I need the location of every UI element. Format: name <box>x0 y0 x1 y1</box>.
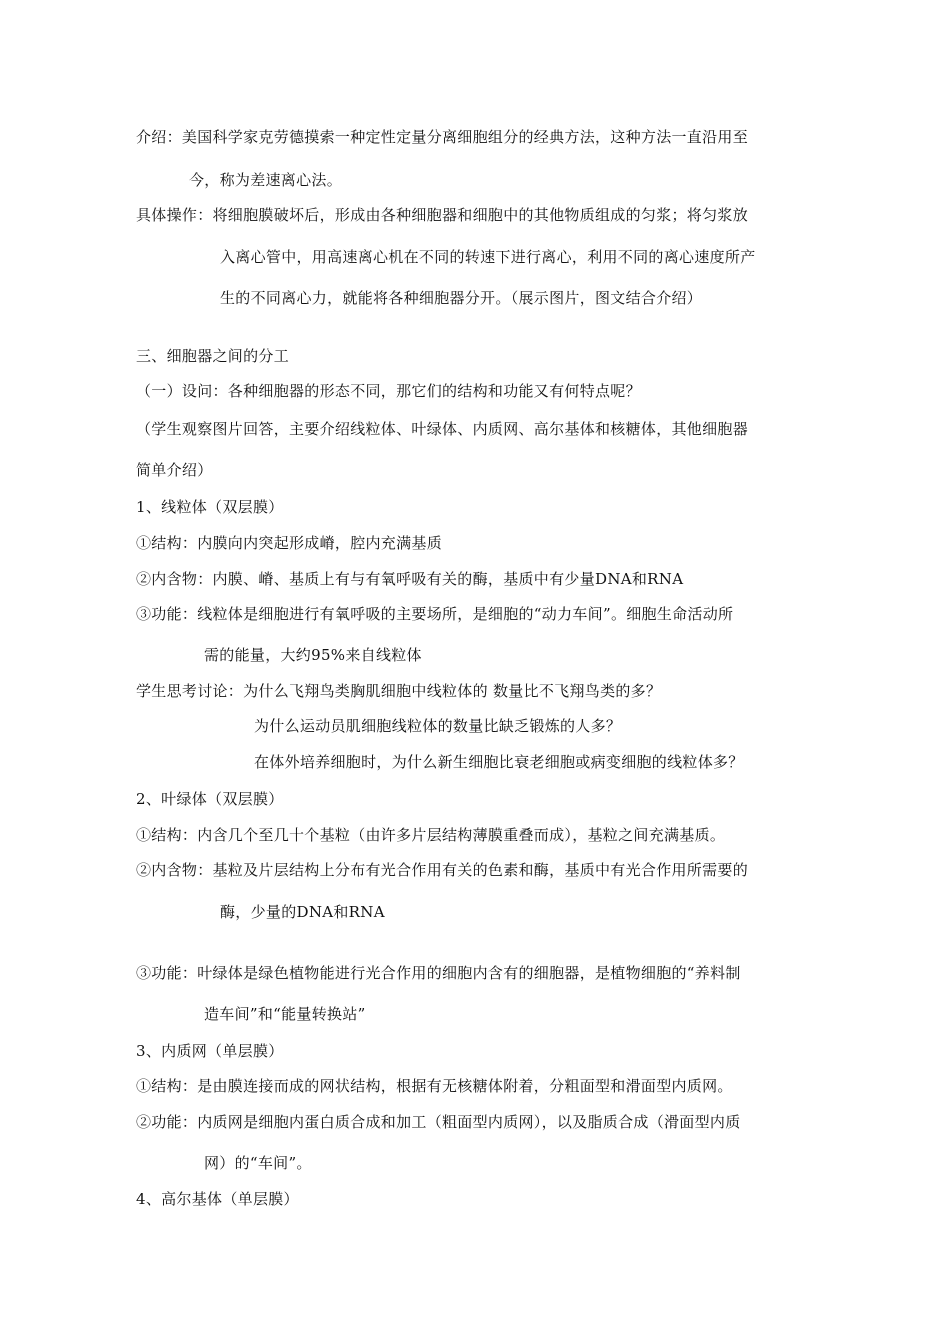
mitochondria-function-line-1: ③功能：线粒体是细胞进行有氧呼吸的主要场所，是细胞的“动力车间”。细胞生命活动所 <box>136 605 734 623</box>
student-note-line-1: （学生观察图片回答，主要介绍线粒体、叶绿体、内质网、高尔基体和核糖体，其他细胞器 <box>136 420 749 438</box>
mitochondria-heading: 1、线粒体（双层膜） <box>136 498 284 516</box>
chloroplast-structure: ①结构：内含几个至几十个基粒（由许多片层结构薄膜重叠而成），基粒之间充满基质。 <box>136 826 726 844</box>
discussion-question-1: 学生思考讨论：为什么飞翔鸟类胸肌细胞中线粒体的 数量比不飞翔鸟类的多？ <box>136 682 662 700</box>
chloroplast-function-line-1: ③功能：叶绿体是绿色植物能进行光合作用的细胞内含有的细胞器，是植物细胞的“养料制 <box>136 964 741 982</box>
discussion-question-2: 为什么运动员肌细胞线粒体的数量比缺乏锻炼的人多？ <box>254 717 622 735</box>
chloroplast-contents-line-2: 酶，少量的DNA和RNA <box>220 903 385 921</box>
discussion-question-3: 在体外培养细胞时，为什么新生细胞比衰老细胞或病变细胞的线粒体多？ <box>254 753 744 771</box>
student-note-line-2: 简单介绍） <box>136 461 213 479</box>
intro-paragraph-line-1: 介绍：美国科学家克劳德摸索一种定性定量分离细胞组分的经典方法，这种方法一直沿用至 <box>136 128 749 146</box>
chloroplast-function-line-2: 造车间”和“能量转换站” <box>204 1005 366 1023</box>
mitochondria-structure: ①结构：内膜向内突起形成嵴，腔内充满基质 <box>136 534 443 552</box>
mitochondria-contents: ②内含物：内膜、嵴、基质上有与有氧呼吸有关的酶，基质中有少量DNA和RNA <box>136 570 684 588</box>
chloroplast-contents-line-1: ②内含物：基粒及片层结构上分布有光合作用有关的色素和酶，基质中有光合作用所需要的 <box>136 861 749 879</box>
chloroplast-heading: 2、叶绿体（双层膜） <box>136 790 284 808</box>
er-function-line-2: 网）的“车间”。 <box>204 1154 312 1172</box>
er-heading: 3、内质网（单层膜） <box>136 1042 284 1060</box>
golgi-heading: 4、高尔基体（单层膜） <box>136 1190 299 1208</box>
er-structure: ①结构：是由膜连接而成的网状结构，根据有无核糖体附着，分粗面型和滑面型内质网。 <box>136 1077 733 1095</box>
intro-paragraph-line-2: 今，称为差速离心法。 <box>189 171 343 189</box>
section-heading: 三、细胞器之间的分工 <box>136 347 290 365</box>
operation-paragraph-line-1: 具体操作：将细胞膜破坏后，形成由各种细胞器和细胞中的其他物质组成的匀浆；将匀浆放 <box>136 206 749 224</box>
question-line: （一）设问：各种细胞器的形态不同，那它们的结构和功能又有何特点呢？ <box>136 382 641 400</box>
er-function-line-1: ②功能：内质网是细胞内蛋白质合成和加工（粗面型内质网），以及脂质合成（滑面型内质 <box>136 1113 741 1131</box>
mitochondria-function-line-2: 需的能量，大约95%来自线粒体 <box>204 646 422 664</box>
operation-paragraph-line-2: 入离心管中，用高速离心机在不同的转速下进行离心，利用不同的离心速度所产 <box>220 248 756 266</box>
operation-paragraph-line-3: 生的不同离心力，就能将各种细胞器分开。（展示图片，图文结合介绍） <box>220 289 703 307</box>
